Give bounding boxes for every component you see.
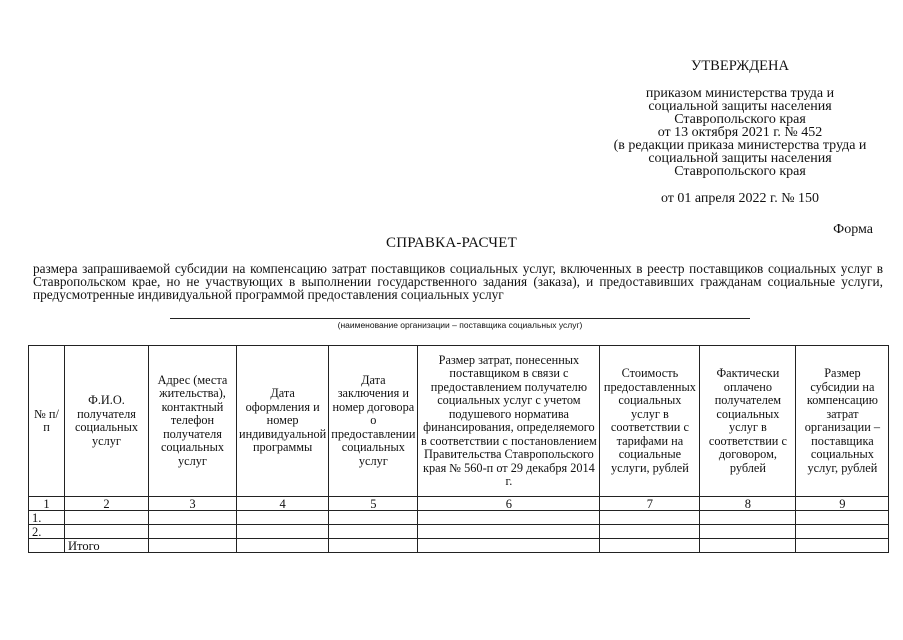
table-cell <box>418 539 600 553</box>
table-header-row <box>29 346 889 497</box>
table-cell <box>700 525 796 539</box>
approval-line: (в редакции приказа министерства труда и <box>613 138 867 153</box>
header-cell: Дата оформления и номер индивидуальной программы <box>237 346 329 497</box>
column-number: 1 <box>29 497 65 511</box>
table-cell <box>237 525 329 539</box>
table-cell <box>700 539 796 553</box>
header-cell: Адрес (места жительства), контактный телефон получателя социальных услуг <box>149 346 237 497</box>
table-cell <box>796 525 889 539</box>
approval-block <box>590 60 890 205</box>
header-cell: Дата заключения и номер договора о предоставлении социальных услуг <box>329 346 418 497</box>
table-cell <box>329 525 418 539</box>
approval-line: Ставропольского края <box>674 112 806 127</box>
table-cell <box>65 525 149 539</box>
approval-line: социальной защиты населения <box>648 99 832 114</box>
approval-line: от 13 октября 2021 г. № 452 <box>657 125 823 140</box>
table-row <box>29 511 889 525</box>
table-cell <box>149 525 237 539</box>
header-cell: Размер субсидии на компенсацию затрат организации – поставщика социальных услуг, рублей <box>796 346 889 497</box>
header-cell: № п/п <box>29 346 65 497</box>
table-cell <box>237 511 329 525</box>
table-cell <box>329 539 418 553</box>
column-number: 6 <box>418 497 600 511</box>
table-cell <box>600 511 700 525</box>
column-number: 2 <box>65 497 149 511</box>
organization-caption: (наименование организации – поставщика социальных услуг) <box>337 320 583 330</box>
table-cell <box>29 539 65 553</box>
column-number: 3 <box>149 497 237 511</box>
approval-date: от 01 апреля 2022 г. № 150 <box>660 191 820 206</box>
column-number: 9 <box>796 497 889 511</box>
table-row <box>29 525 889 539</box>
table-cell <box>418 525 600 539</box>
column-number: 8 <box>700 497 796 511</box>
header-cell: Ф.И.О. получателя социальных услуг <box>65 346 149 497</box>
form-label: Форма <box>833 222 873 237</box>
document-title: СПРАВКА-РАСЧЕТ <box>386 235 517 251</box>
column-number: 5 <box>329 497 418 511</box>
table-cell <box>600 525 700 539</box>
table-cell <box>796 539 889 553</box>
table-cell <box>329 511 418 525</box>
table-cell <box>149 539 237 553</box>
table-cell <box>149 511 237 525</box>
approval-line: социальной защиты населения <box>648 151 832 166</box>
column-number-row <box>29 497 889 511</box>
table-cell <box>237 539 329 553</box>
approval-heading: УТВЕРЖДЕНА <box>691 58 789 74</box>
table-cell <box>796 511 889 525</box>
header-cell: Стоимость предоставленных социальных услуг в соответствии с тарифами на социальные услуги, рублей <box>600 346 700 497</box>
approval-line: приказом министерства труда и <box>645 86 835 101</box>
approval-line: Ставропольского края <box>674 164 806 179</box>
column-number: 7 <box>600 497 700 511</box>
table-cell <box>700 511 796 525</box>
header-cell: Размер затрат, понесенных поставщиком в связи с предоставлением получателю социальных услуг с учетом подушевого норматива финансирования, определяемого в соответствии с постановлением Правительства Ставропольского края № 560-п от 29 декабря 2014 г. <box>418 346 600 497</box>
header-cell: Фактически оплачено получателем социальных услуг в соответствии с договором, рублей <box>700 346 796 497</box>
column-number: 4 <box>237 497 329 511</box>
row-number: 1. <box>29 511 65 525</box>
table-cell <box>418 511 600 525</box>
row-number: 2. <box>29 525 65 539</box>
document-subtitle: размера запрашиваемой субсидии на компенсацию затрат поставщиков социальных услуг, включенных в реестр поставщиков социальных услуг в Ставропольском крае, но не участвующих в выполнении государственного задания (заказа), и предоставивших гражданам социальные услуги, предусмотренные индивидуальной программой предоставления социальных услуг <box>33 261 883 302</box>
organization-name-line <box>170 318 750 319</box>
total-row <box>29 539 889 553</box>
table-cell <box>600 539 700 553</box>
table-cell <box>65 511 149 525</box>
total-label: Итого <box>65 539 149 553</box>
calculation-table <box>28 345 889 553</box>
